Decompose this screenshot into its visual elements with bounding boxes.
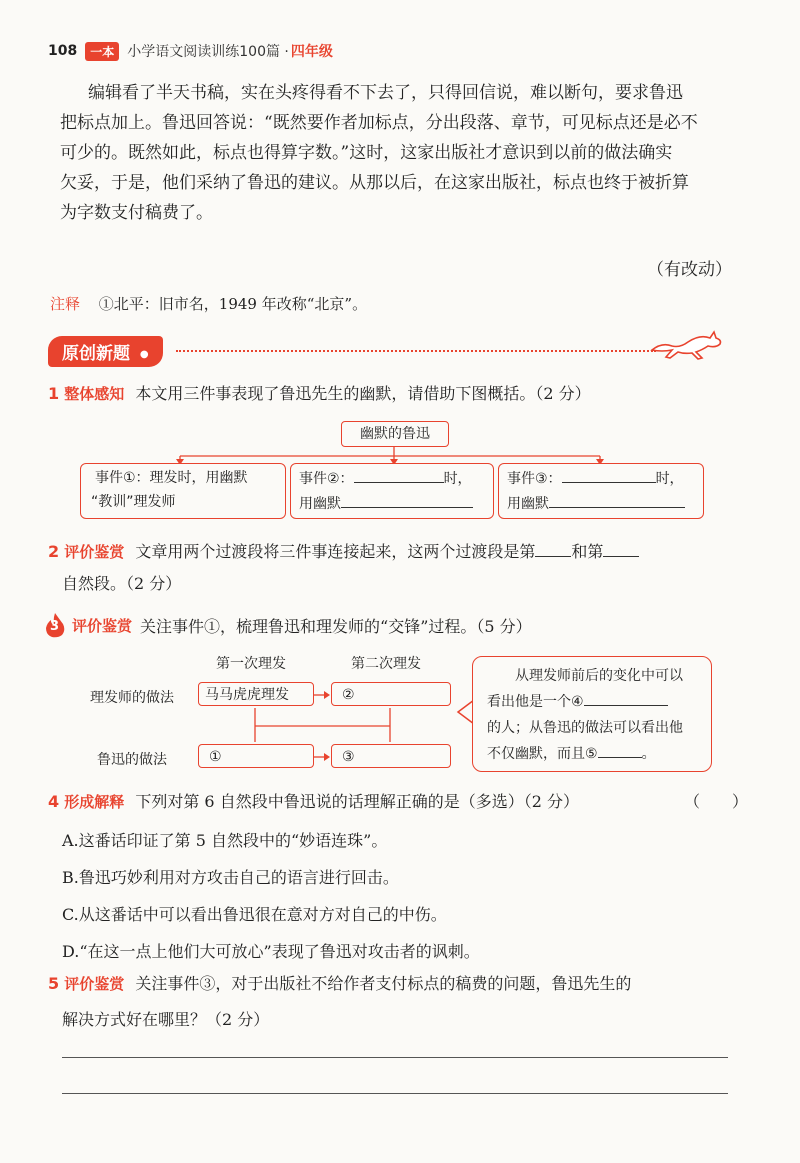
- question-tag: 评价鉴赏: [72, 616, 133, 635]
- answer-line-2[interactable]: [62, 1093, 728, 1094]
- grade-label: 四年级: [290, 44, 333, 60]
- bubble-text: 不仅幽默，而且⑤: [487, 746, 598, 762]
- question-number: 4: [48, 792, 60, 811]
- section-title-text: 原创新题: [62, 344, 130, 364]
- passage-line: 欠妥，于是，他们采纳了鲁迅的建议。从那以后，在这家出版社，标点也终于被折算: [60, 173, 689, 193]
- event2-label: 事件②：: [299, 471, 354, 487]
- col-header-1: 第一次理发: [216, 656, 286, 672]
- passage-line: 把标点加上。鲁迅回答说：“既然要作者加标点，分出段落、章节，可见标点还是必不: [60, 113, 698, 133]
- answer-line-1[interactable]: [62, 1057, 728, 1058]
- question-5-line-2: 解决方式好在哪里？（2 分）: [62, 1010, 270, 1029]
- question-text: 下列对第 6 自然段中鲁迅说的话理解正确的是（多选）（2 分）: [135, 792, 579, 811]
- event1-line: “教训”理发师: [91, 494, 176, 510]
- question-text: 和第: [571, 542, 604, 561]
- bubble-text: 。: [641, 746, 656, 762]
- page-number: 108: [48, 43, 78, 59]
- option-c[interactable]: C.从这番话中可以看出鲁迅很在意对方对自己的中伤。: [62, 905, 447, 924]
- passage-line: 编辑看了半天书稿，实在头疼得看不下去了，只得回信说，难以断句，要求鲁迅: [88, 83, 683, 103]
- brand-badge: 一本: [85, 42, 119, 61]
- event2-suffix: 时，: [443, 471, 472, 487]
- event1-line: 事件①：理发时，用幽默: [95, 470, 248, 486]
- question-text: 关注事件①，梳理鲁迅和理发师的“交锋”过程。（5 分）: [140, 616, 532, 636]
- event2-label-2: 用幽默: [299, 496, 341, 512]
- cell-barber-first: [198, 682, 314, 706]
- cell-text: ③: [342, 749, 355, 765]
- question-number: 3: [50, 619, 60, 634]
- cell-text: 马马虎虎理发: [205, 687, 289, 703]
- question-text: 关注事件③，对于出版社不给作者支付标点的稿费的问题，鲁迅先生的: [135, 974, 632, 993]
- answer-paren[interactable]: （ ）: [683, 792, 748, 811]
- question-tag: 形成解释: [64, 793, 125, 811]
- question-5: [48, 966, 631, 1038]
- event3-suffix: 时，: [655, 471, 684, 487]
- root-label: 幽默的鲁迅: [360, 426, 430, 442]
- annotation-label: 注释: [50, 295, 81, 313]
- question-text: 本文用三件事表现了鲁迅先生的幽默，请借助下图概括。（2 分）: [135, 384, 591, 403]
- question-tag: 评价鉴赏: [64, 543, 125, 561]
- question-text: 文章用两个过渡段将三件事连接起来，这两个过渡段是第: [135, 542, 536, 561]
- option-a[interactable]: A.这番话印证了第 5 自然段中的“妙语连珠”。: [62, 831, 388, 850]
- bubble-line: [487, 741, 701, 767]
- q4-options: [62, 822, 480, 970]
- row-header-1: 理发师的做法: [90, 690, 174, 706]
- answer-blank-5[interactable]: [598, 741, 642, 758]
- cell-text: ①: [209, 749, 222, 765]
- bubble-line: 从理发师前后的变化中可以: [515, 668, 683, 684]
- speech-bubble: [472, 656, 712, 772]
- annotation-text: ①北平：旧市名，1949 年改称“北京”。: [98, 295, 368, 313]
- row-header-2: 鲁迅的做法: [97, 752, 167, 768]
- question-number: 2: [48, 542, 60, 561]
- col-header-2: 第二次理发: [351, 656, 421, 672]
- series-title: 小学语文阅读训练100篇 ·: [127, 44, 289, 60]
- question-tag: 评价鉴赏: [64, 975, 125, 993]
- question-tag: 整体感知: [64, 385, 125, 403]
- question-number: 1: [48, 384, 60, 403]
- cell-luxun-second[interactable]: [331, 744, 451, 768]
- option-b[interactable]: B.鲁迅巧妙利用对方攻击自己的语言进行回击。: [62, 868, 399, 887]
- event3-label: 事件③：: [507, 471, 562, 487]
- passage-line: 为字数支付稿费了。: [60, 203, 213, 223]
- cell-text: ②: [342, 687, 355, 703]
- question-5-line: [48, 966, 631, 1002]
- question-4: [48, 789, 748, 812]
- bubble-line: 的人；从鲁迅的做法可以看出他: [487, 720, 683, 736]
- cell-barber-second[interactable]: [331, 682, 451, 706]
- dot-icon: ●: [139, 348, 149, 360]
- answer-blank-4[interactable]: [584, 689, 668, 706]
- question-number: 5: [48, 974, 60, 993]
- question-2-line-2: 自然段。（2 分）: [62, 574, 182, 593]
- option-d[interactable]: D.“在这一点上他们大可放心”表现了鲁迅对攻击者的讽刺。: [62, 942, 480, 961]
- bubble-text: 看出他是一个④: [487, 694, 584, 710]
- cell-luxun-first[interactable]: [198, 744, 314, 768]
- event3-label-2: 用幽默: [507, 496, 549, 512]
- bubble-line: [487, 689, 701, 715]
- source-note: （有改动）: [647, 260, 732, 280]
- passage-line: 可少的。既然如此，标点也得算字数。”这时，这家出版社才意识到以前的做法确实: [60, 143, 673, 163]
